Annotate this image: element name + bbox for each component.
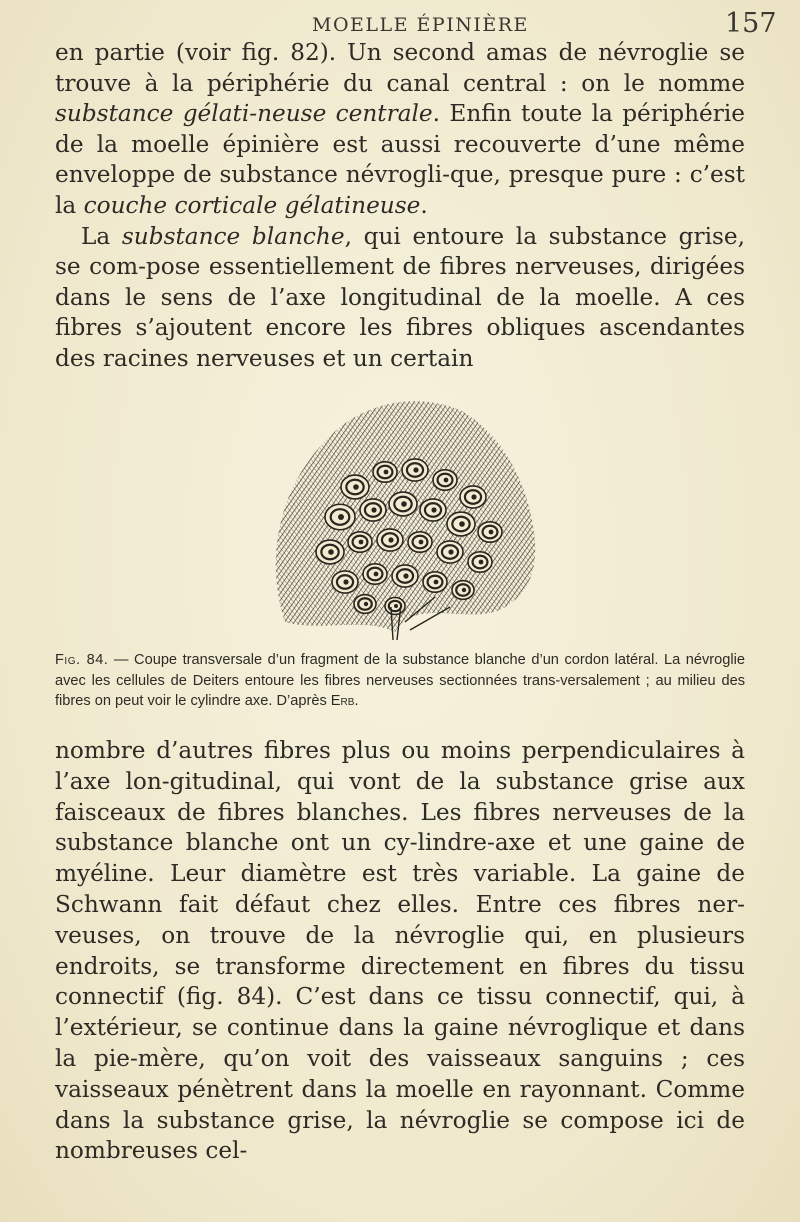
figure-caption: [55, 650, 745, 712]
text-run: .: [420, 191, 428, 219]
text-run: . Enfin toute la périphérie de la moelle épinière est aussi recouverte d’une même enveloppe de substance névrogli-que, presque pure : c’est la: [55, 100, 745, 219]
figure-label: Fig. 84.: [55, 652, 109, 668]
paragraph-continued: [55, 38, 745, 222]
italic-term: substance gélati-neuse centrale: [55, 100, 433, 128]
caption-text: — Coupe transversale d’un fragment de la substance blanche d’un cordon latéral. La névroglie avec les cellules de Deiters entoure les fibres nerveuses sectionnées trans-versalement ; au milieu des fibres on peut voir le cylindre axe. D’après: [55, 652, 745, 709]
running-title: MOELLE ÉPINIÈRE: [312, 14, 529, 36]
figure-illustration: [245, 392, 555, 644]
italic-term: couche corticale gélatineuse: [83, 191, 421, 219]
page-number: 157: [725, 8, 777, 39]
text-block-bottom: [55, 736, 745, 1167]
caption-author: Erb: [330, 693, 355, 709]
caption-end: .: [354, 693, 359, 709]
paragraph-substance-blanche: [55, 222, 745, 375]
text-block-top: [55, 38, 745, 375]
text-run: en partie (voir fig. 82). Un second amas de névroglie se trouve à la périphérie du canal central : on le nomme: [55, 39, 745, 97]
text-run: La: [81, 222, 122, 250]
text-run: , qui entoure la substance grise, se com-pose essentiellement de fibres nerveuses, dirigées dans le sens de l’axe longitudinal de la moelle. A ces fibres s’ajoutent encore les fibres obliques ascendantes des racines nerveuses et un certain: [55, 222, 746, 372]
nerve-fiber-cross-section-engraving: [245, 392, 555, 644]
italic-term: substance blanche: [121, 222, 345, 250]
paragraph-bottom: nombre d’autres fibres plus ou moins perpendiculaires à l’axe lon-gitudinal, qui vont de la substance grise aux faisceaux de fibres blanches. Les fibres nerveuses de la substance blanche ont un cy-lindre-axe et une gaine de myéline. Leur diamètre est très variable. La gaine de Schwann fait défaut chez elles. Entre ces fibres ner-veuses, on trouve de la névroglie qui, en plusieurs endroits, se transforme directement en fibres du tissu connectif (fig. 84). C’est dans ce tissu connectif, qui, à l’extérieur, se continue dans la gaine névroglique et dans la pie-mère, qu’on voit des vaisseaux sanguins ; ces vaisseaux pénètrent dans la moelle en rayonnant. Comme dans la substance grise, la névroglie se compose ici de nombreuses cel-: [55, 737, 745, 1165]
